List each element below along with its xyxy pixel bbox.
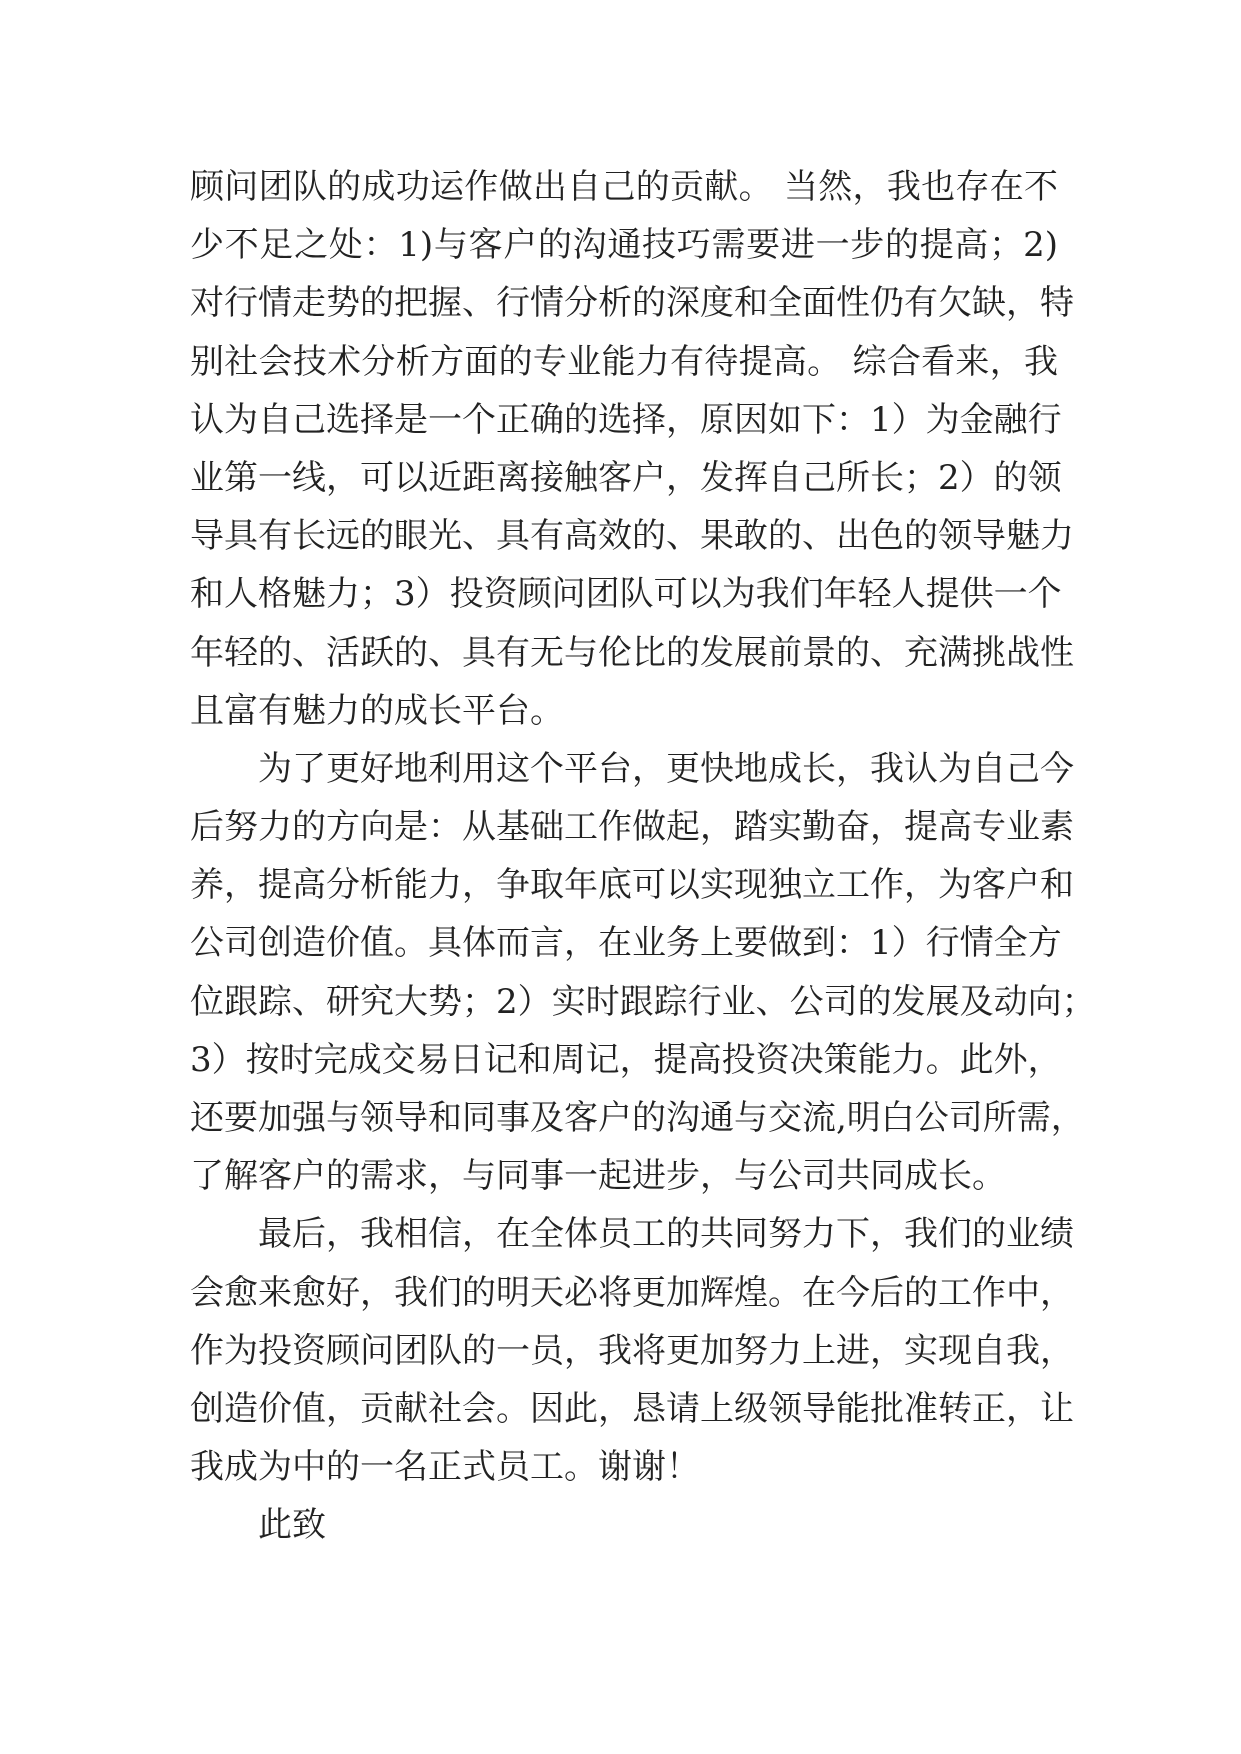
text-line: 最后，我相信，在全体员工的共同努力下，我们的业绩: [258, 1214, 1074, 1255]
text-line: 年轻的、活跃的、具有无与伦比的发展前景的、充满挑战性: [190, 632, 1074, 673]
text-line: 导具有长远的眼光、具有高效的、果敢的、出色的领导魅力: [190, 516, 1074, 557]
text-line: 认为自己选择是一个正确的选择，原因如下：1）为金融行: [190, 399, 1062, 440]
text-line: 我成为中的一名正式员工。谢谢！: [190, 1447, 700, 1488]
text-line: 3）按时完成交易日记和周记，提高投资决策能力。此外，: [190, 1039, 1062, 1080]
text-line: 业第一线，可以近距离接触客户，发挥自己所长；2）的领: [190, 457, 1062, 498]
text-line: 为了更好地利用这个平台，更快地成长，我认为自己今: [258, 748, 1074, 789]
text-line: 了解客户的需求，与同事一起进步，与公司共同成长。: [190, 1156, 1006, 1197]
text-line: 和人格魅力；3）投资顾问团队可以为我们年轻人提供一个: [190, 574, 1062, 615]
text-line: 公司创造价值。具体而言，在业务上要做到：1）行情全方: [190, 923, 1062, 964]
text-line: 还要加强与领导和同事及客户的沟通与交流,明白公司所需，: [190, 1098, 1085, 1138]
text-line: 作为投资顾问团队的一员，我将更加努力上进，实现自我，: [190, 1330, 1074, 1371]
text-line: 此致: [258, 1505, 326, 1546]
text-line: 对行情走势的把握、行情分析的深度和全面性仍有欠缺，特: [190, 283, 1074, 324]
text-line: 别社会技术分析方面的专业能力有待提高。 综合看来，我: [190, 341, 1058, 382]
document-body: [190, 158, 1096, 1555]
text-line: 顾问团队的成功运作做出自己的贡献。 当然，我也存在不: [190, 167, 1058, 207]
text-line: 少不足之处：1)与客户的沟通技巧需要进一步的提高；2): [190, 225, 1058, 266]
text-line: 且富有魅力的成长平台。: [190, 690, 564, 731]
text-line: 位跟踪、研究大势；2）实时跟踪行业、公司的发展及动向；: [190, 981, 1096, 1022]
text-line: 创造价值，贡献社会。因此，恳请上级领导能批准转正，让: [190, 1388, 1074, 1429]
text-line: 养，提高分析能力，争取年底可以实现独立工作，为客户和: [190, 865, 1074, 906]
text-line: 后努力的方向是：从基础工作做起，踏实勤奋，提高专业素: [190, 807, 1074, 848]
text-line: 会愈来愈好，我们的明天必将更加辉煌。在今后的工作中，: [190, 1272, 1074, 1313]
